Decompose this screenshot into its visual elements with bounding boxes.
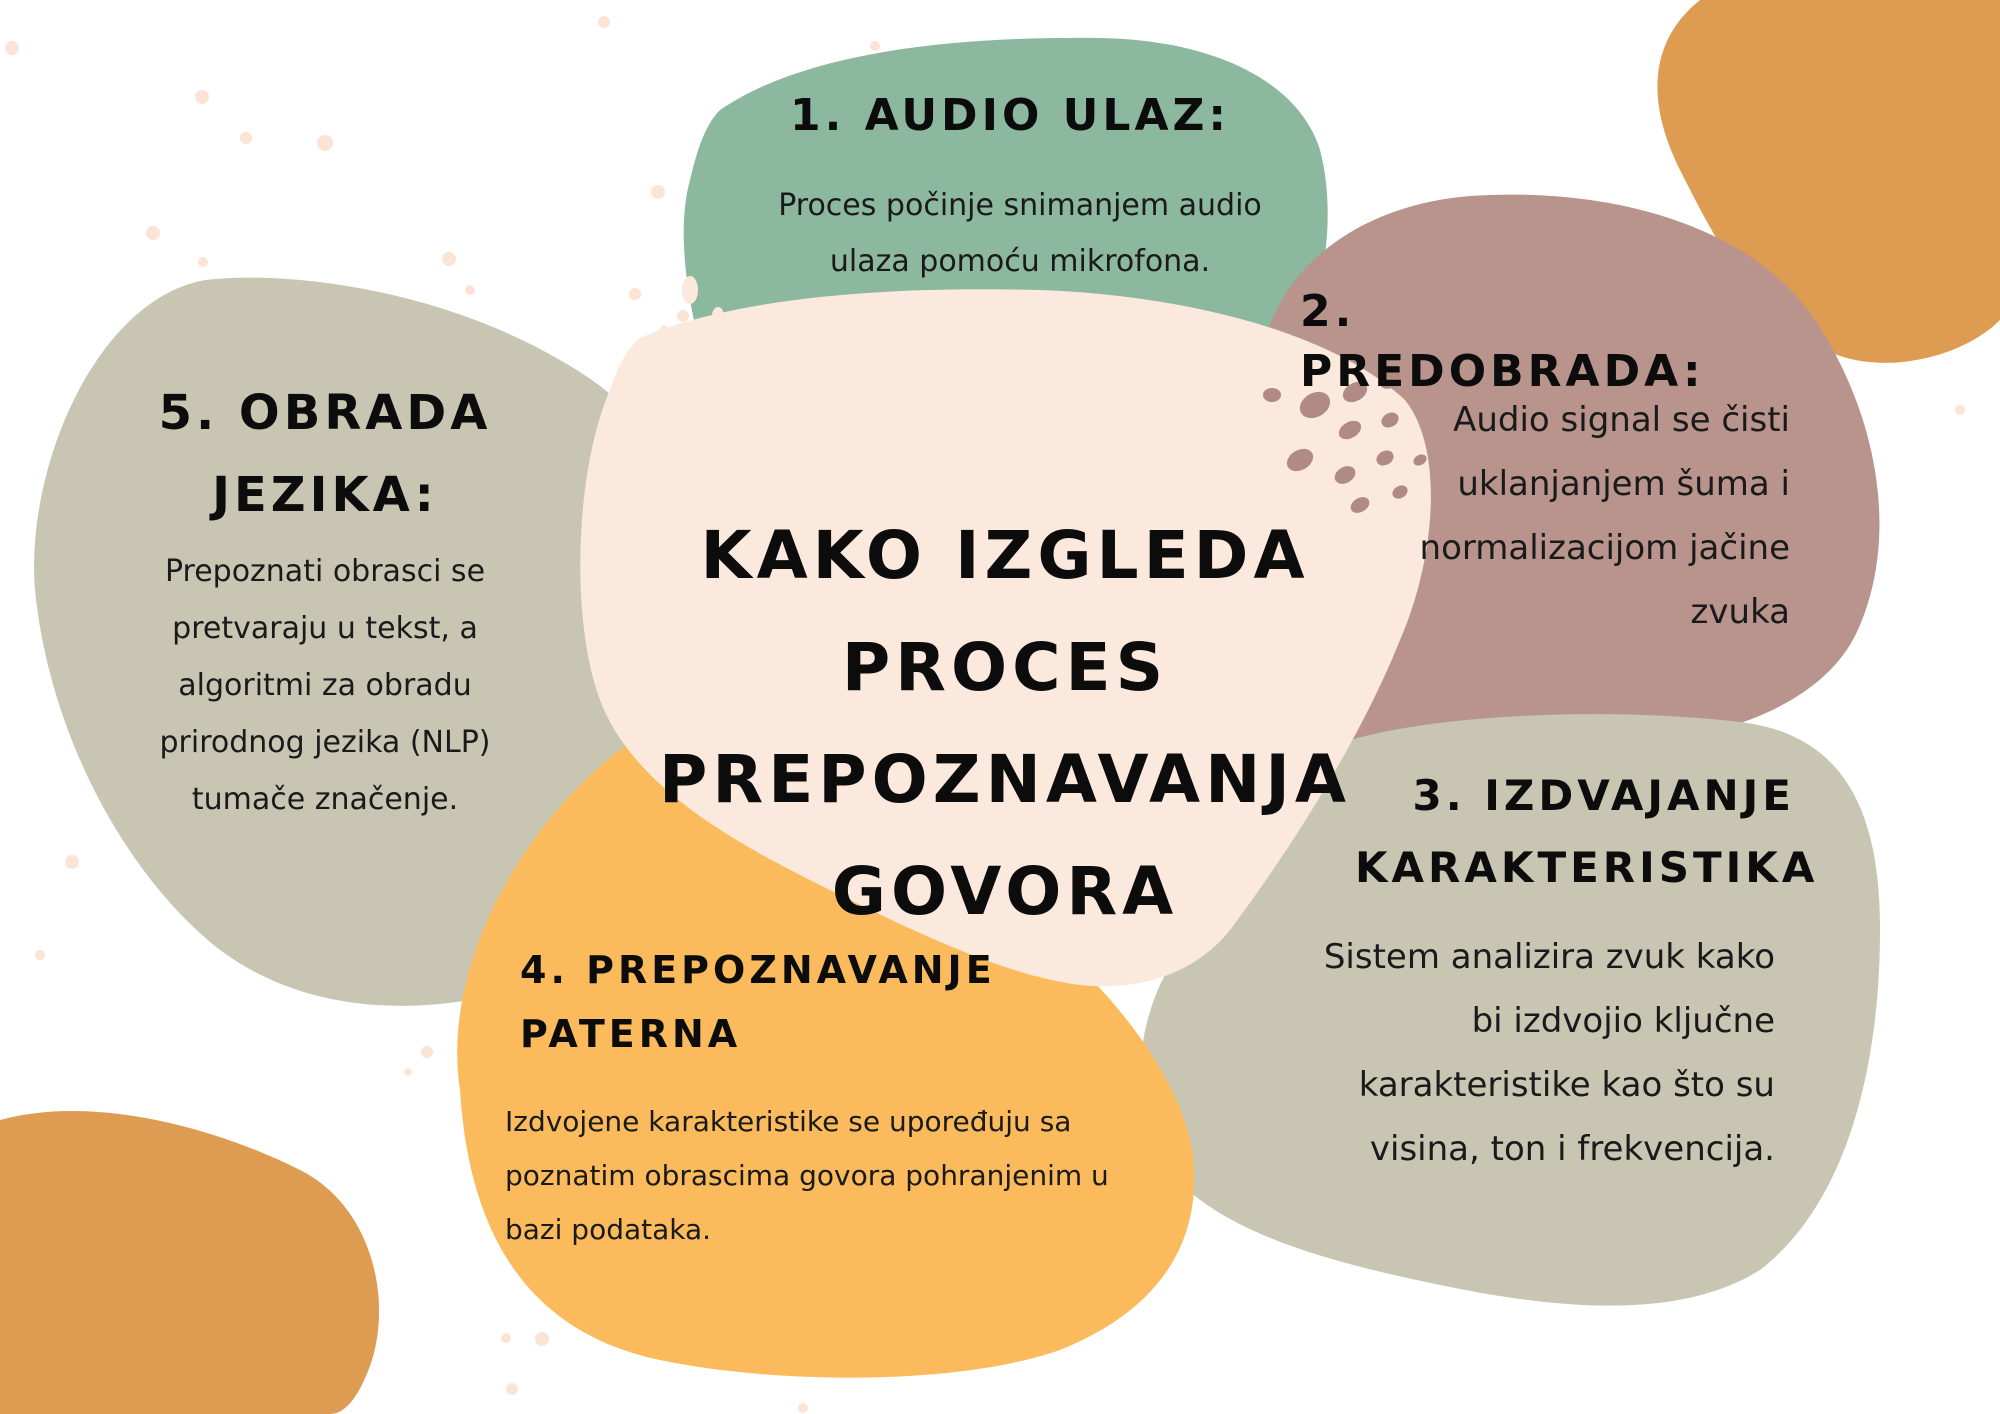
step-2-heading: 2. PREDOBRADA: xyxy=(1300,286,1705,397)
step-1-text: Proces počinje snimanjem audio ulaza pomoću mikrofona. xyxy=(778,188,1262,279)
step-3-heading: 3. IZDVAJANJE KARAKTERISTIKA xyxy=(1355,771,1819,892)
diagram-title: KAKO IZGLEDA PROCES PREPOZNAVANJA GOVORA xyxy=(659,517,1351,930)
corner-blob-bottom-left xyxy=(0,1111,379,1414)
step-4-text: Izdvojene karakteristike se upoređuju sa poznatim obrascima govora pohranjenim u bazi podataka. xyxy=(505,1105,1109,1246)
step-5-text: Prepoznati obrasci se pretvaraju u tekst, a algoritmi za obradu prirodnog jezika (NLP) tumače značenje. xyxy=(159,554,491,817)
step-5-heading: 5. OBRADA JEZIKA: xyxy=(158,385,492,523)
step-2-text: Audio signal se čisti uklanjanjem šuma i normalizacijom jačine zvuka xyxy=(1419,400,1790,632)
step-3-text: Sistem analizira zvuk kako bi izdvojio ključne karakteristike kao što su visina, ton i frekvencija. xyxy=(1323,937,1775,1169)
step-1-heading: 1. AUDIO ULAZ: xyxy=(789,90,1230,141)
step-4-heading: 4. PREPOZNAVANJE PATERNA xyxy=(520,948,996,1056)
